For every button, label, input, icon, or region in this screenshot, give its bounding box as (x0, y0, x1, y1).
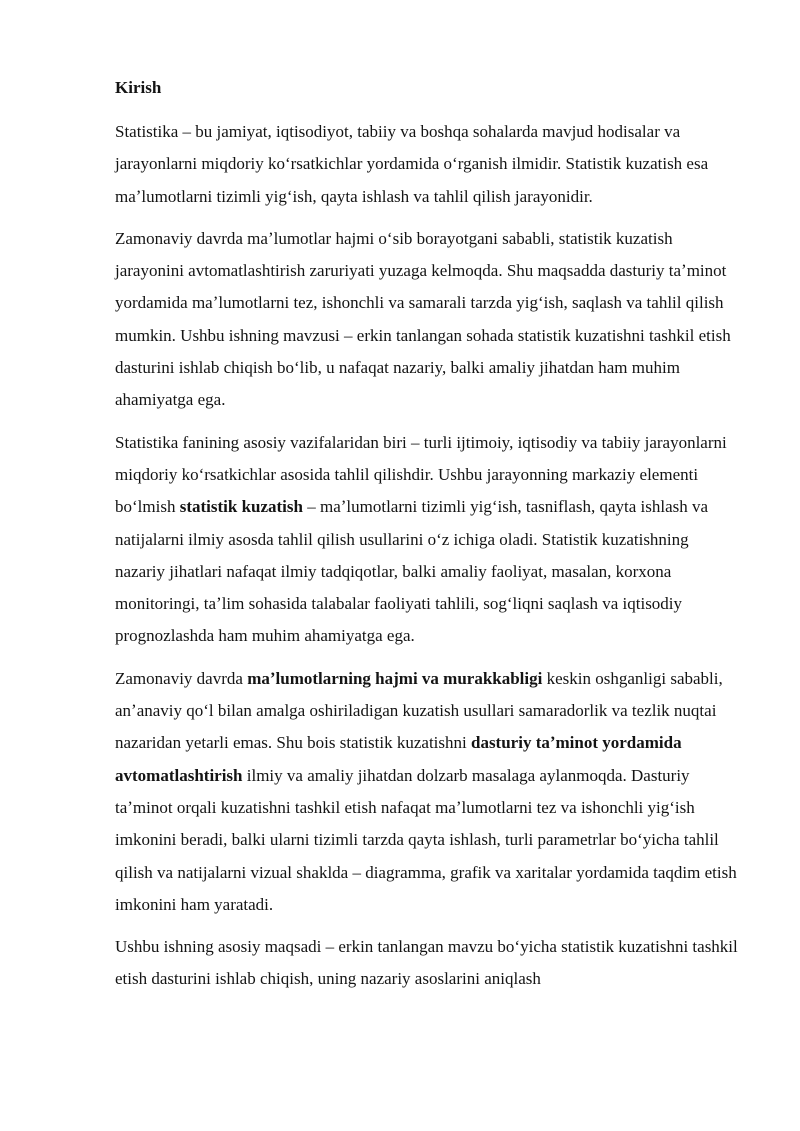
paragraph-4-text-c: keskin oshganligi sababli, anʼanaviy qoʻl bilan amalga oshiriladigan kuzatish usullari samaradorlik va tezlik nuqtai nazaridan yetarli emas. Shu bois statistik kuzatishni (115, 668, 723, 753)
paragraph-4-text-a: Zamonaviy davrda (115, 668, 248, 688)
paragraph-2: Zamonaviy davrda maʼlumotlar hajmi oʻsib borayotgani sababli, statistik kuzatish jarayonini avtomatlashtirish zaruriyati yuzaga kelmoqda. Shu maqsadda dasturiy taʼminot yordamida maʼlumotlarni tez, ishonchli va samarali tarzda yigʻish, saqlash va tahlil qilish mumkin. Ushbu ishning mavzusi – erkin tanlangan sohada statistik kuzatishni tashkil etish dasturini ishlab chiqish boʻlib, u nafaqat nazariy, balki amaliy jihatdan ham muhim ahamiyatga ega. (115, 228, 731, 410)
paragraph-4-bold-2: dasturiy taʼminot yordamida avtomatlashtirish (115, 733, 682, 785)
paragraph-1: Statistika – bu jamiyat, iqtisodiyot, tabiiy va boshqa sohalarda mavjud hodisalar va jarayonlarni miqdoriy koʻrsatkichlar yordamida oʻrganish ilmidir. Statistik kuzatish esa maʼlumotlarni tizimli yigʻish, qayta ishlash va tahlil qilish jarayonidir. (115, 122, 709, 206)
paragraph-5: Ushbu ishning asosiy maqsadi – erkin tanlangan mavzu boʻyicha statistik kuzatishni tashkil etish dasturini ishlab chiqish, uning nazariy asoslarini aniqlash (115, 937, 738, 989)
paragraph-3-text-c: – maʼlumotlarni tizimli yigʻish, tasniflash, qayta ishlash va natijalarni ilmiy asosda tahlil qilish usullarini oʻz ichiga oladi. Statistik kuzatishning nazariy jihatlari nafaqat ilmiy tadqiqotlar, balki amaliy faoliyat, masalan, korxona monitoringi, taʼlim sohasida talabalar faoliyati tahlili, sogʻliqni saqlash va iqtisodiy prognozlashda ham muhim ahamiyatga ega. (115, 497, 709, 646)
paragraph-4-text-d: ilmiy va amaliy jihatdan dolzarb masalaga aylanmoqda. Dasturiy taʼminot orqali kuzatishni tashkil etish nafaqat maʼlumotlarni tez va ishonchli yigʻish imkonini beradi, balki ularni tizimli tarzda qayta ishlash, turli parametrlar boʻyicha tahlil qilish va natijalarni vizual shaklda – diagramma, grafik va xaritalar yordamida taqdim etish imkonini ham yaratadi. (115, 765, 737, 914)
paragraph-4-bold-1: maʼlumotlarning hajmi va murakkabligi (247, 668, 543, 688)
paragraph-3-bold-1: statistik kuzatish (179, 497, 303, 517)
paragraph-3 (115, 427, 740, 653)
paragraph-4 (115, 663, 740, 921)
section-heading: Kirish (115, 78, 162, 97)
paragraph-3-text-a: Statistika fanining asosiy vazifalaridan biri – turli ijtimoiy, iqtisodiy va tabiiy jarayonlarni miqdoriy koʻrsatkichlar asosida tahlil qilishdir. Ushbu jarayonning markaziy elementi boʻlmish (115, 432, 727, 517)
